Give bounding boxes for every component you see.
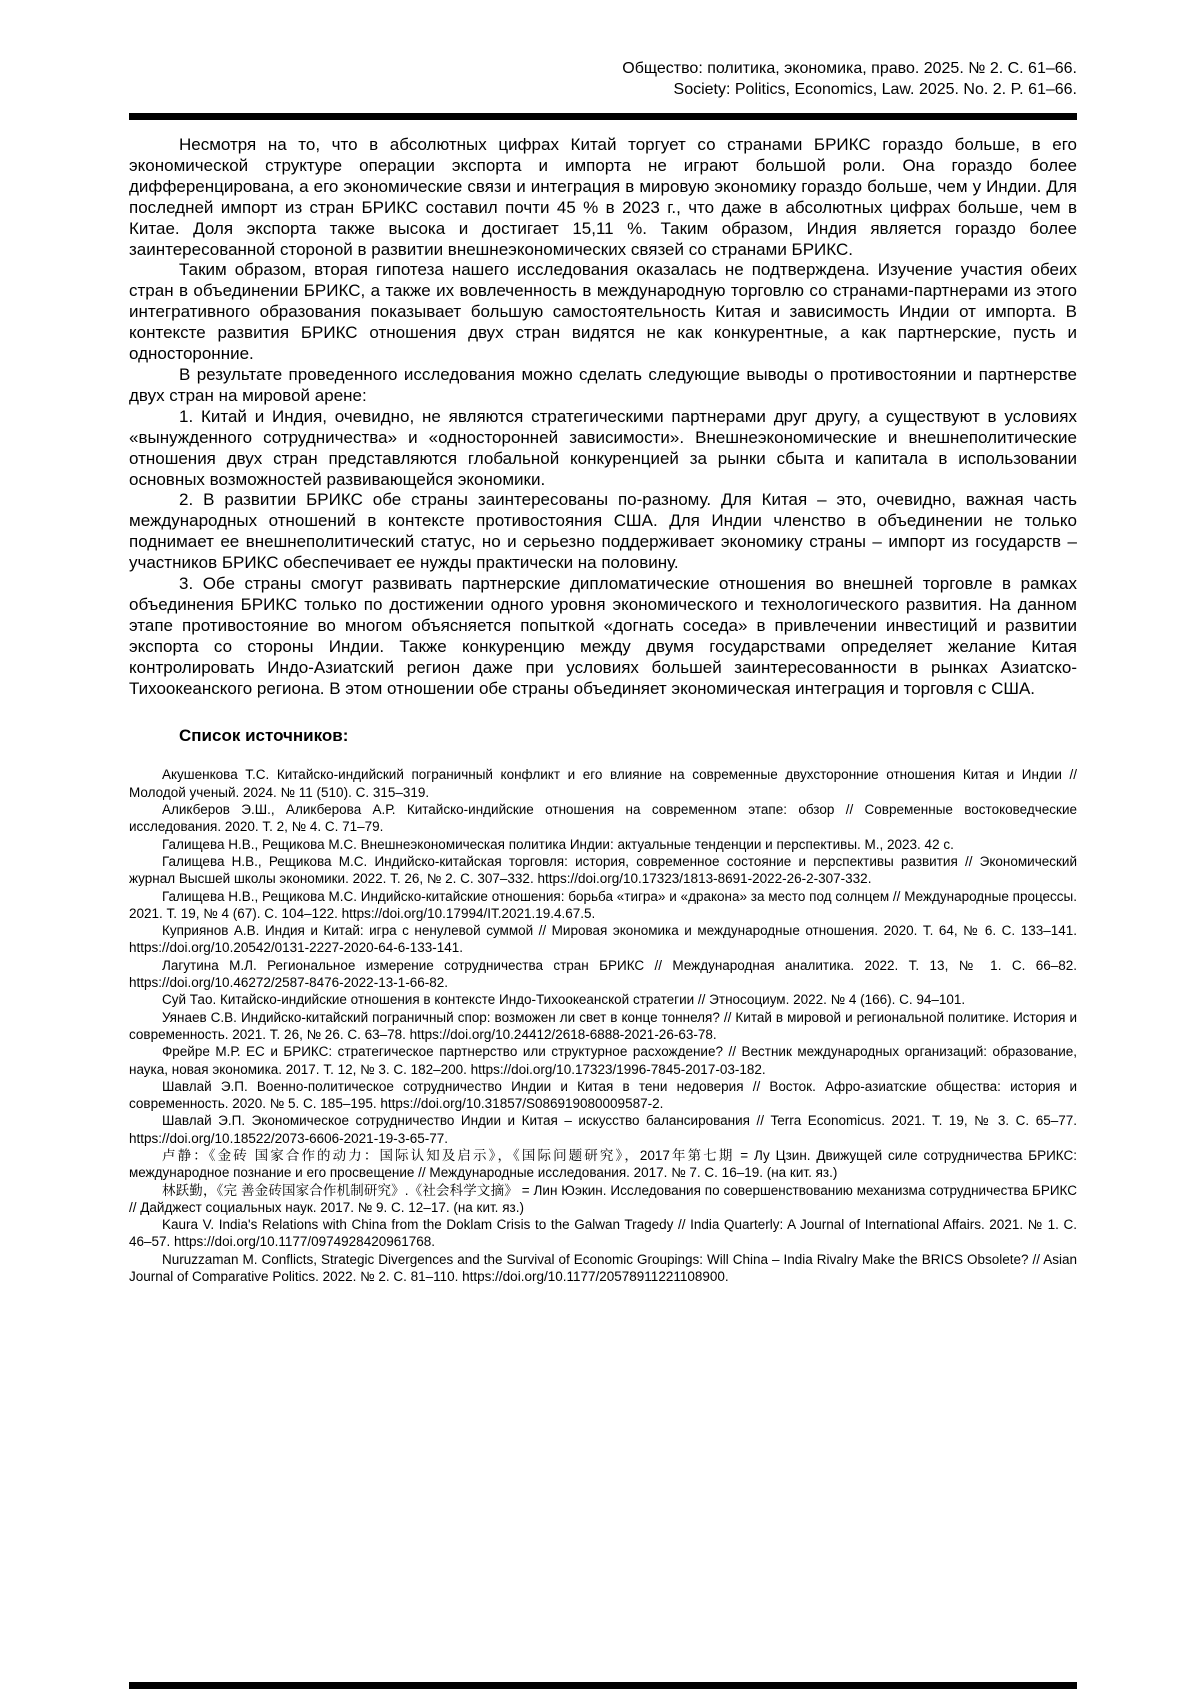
- reference-item: Аликберов Э.Ш., Аликберова А.Р. Китайско-индийские отношения на современном этапе: обзор // Современные востоковедческие исследования. 2020. Т. 2, № 4. С. 71–79.: [129, 802, 1077, 835]
- reference-item: Kaura V. India's Relations with China from the Doklam Crisis to the Galwan Tragedy // India Quarterly: A Journal of International Affairs. 2021. № 1. C. 46–57. https://doi.org/10.1177/0974928420961768.: [129, 1217, 1077, 1250]
- reference-item: Суй Тао. Китайско-индийские отношения в контексте Индо-Тихоокеанской стратегии // Этносоциум. 2022. № 4 (166). С. 94–101.: [162, 992, 966, 1008]
- reference-item: Галищева Н.В., Рещикова М.С. Индийско-китайская торговля: история, современное состояние и перспективы развития // Экономический журнал Высшей школы экономики. 2022. Т. 26, № 2. С. 307–332. https://doi.org/10.17323/1813-8691-2022-26-2-307-332.: [129, 853, 1077, 887]
- body-paragraph-conclusion-1: 1. Китай и Индия, очевидно, не являются стратегическими партнерами друг другу, а существуют в условиях «вынужденного сотрудничества» и «односторонней зависимости». Внешнеэкономические и внешнеполитические отношения двух стран представляются глобальной конкуренцией за рынки сбыта и капитала в использовании основных возможностей развивающейся экономики.: [129, 406, 1077, 489]
- reference-item: Nuruzzaman M. Conflicts, Strategic Divergences and the Survival of Economic Groupings: Will China – India Rivalry Make the BRICS Obsolete? // Asian Journal of Comparative Politics. 2022. № 2. С. 81–110. https://doi.org/10.1177/20578911221108900.: [129, 1251, 1077, 1285]
- body-paragraph: Таким образом, вторая гипотеза нашего исследования оказалась не подтверждена. Изучение участия обеих стран в объединении БРИКС, а также их вовлеченность в международную торговлю со странами-партнерами из этого интегративного образования показывает большую самостоятельность Китая и зависимость Индии от импорта. В контексте развития БРИКС отношения двух стран видятся не как конкурентные, а как партнерские, пусть и односторонние.: [129, 260, 1077, 364]
- reference-item: Лагутина М.Л. Региональное измерение сотрудничества стран БРИКС // Международная аналитика. 2022. Т. 13, № 1. С. 66–82. https://doi.org/10.46272/2587-8476-2022-13-1-66-82.: [129, 957, 1077, 991]
- reference-item: Шавлай Э.П. Экономическое сотрудничество Индии и Китая – искусство балансирования // Terra Economicus. 2021. Т. 19, № 3. С. 65–77. https://doi.org/10.18522/2073-6606-2021-19-3-65-77.: [129, 1113, 1077, 1146]
- journal-citation-ru: Общество: политика, экономика, право. 2025. № 2. С. 61–66.: [622, 60, 1077, 77]
- reference-item: Уянаев С.В. Индийско-китайский пограничный спор: возможен ли свет в конце тоннеля? // Китай в мировой и региональной политике. История и современность. 2021. Т. 26, № 26. С. 63–78. https://doi.org/10.24412/2618-6888-2021-26-63-78.: [129, 1009, 1077, 1042]
- reference-item: 卢静：《金砖 国家合作的动力：国际认知及启示》，《国际问题研究》，2017年第七期 = Лу Цзин. Движущей силе сотрудничества БРИКС: международное познание и его просвещение // Международные исследования. 2017. № 7. С. 16–19. (на кит. яз.): [129, 1148, 1077, 1181]
- body-paragraph: В результате проведенного исследования можно сделать следующие выводы о противостоянии и партнерстве двух стран на мировой арене:: [129, 364, 1077, 405]
- reference-item: Фрейре М.Р. ЕС и БРИКС: стратегическое партнерство или структурное расхождение? // Вестник международных организаций: образование, наука, новая экономика. 2017. Т. 12, № 3. С. 182–200. https://doi.org/10.17323/1996-7845-2017-03-182.: [129, 1044, 1077, 1077]
- reference-item: Куприянов А.В. Индия и Китай: игра с ненулевой суммой // Мировая экономика и международные отношения. 2020. Т. 64, № 6. С. 133–141. https://doi.org/10.20542/0131-2227-2020-64-6-133-141.: [129, 923, 1077, 956]
- references-list: [129, 766, 1077, 1285]
- top-divider-bar: [129, 113, 1077, 120]
- body-paragraph-conclusion-3: 3. Обе страны смогут развивать партнерские дипломатические отношения во внешней торговле в рамках объединения БРИКС только по достижении одного уровня экономического и технологического развития. На данном этапе противостояние во многом объясняется попыткой «догнать соседа» в привлечении инвестиций и развитии экспорта со стороны Индии. Также конкуренцию между двумя государствами определяет желание Китая контролировать Индо-Азиатский регион даже при условиях большей заинтересованности в рынках Азиатско-Тихоокеанского региона. В этом отношении обе страны объединяет экономическая интеграция и торговля с США.: [129, 574, 1077, 698]
- sources-heading: Список источников:: [179, 726, 349, 746]
- body-paragraph-conclusion-2: 2. В развитии БРИКС обе страны заинтересованы по-разному. Для Китая – это, очевидно, важная часть международных отношений в контексте противостояния США. Для Индии членство в объединении не только поднимает ее внешнеполитический статус, но и серьезно поддерживает экономику страны – импорт из государств – участников БРИКС обеспечивает ее нужды практически на половину.: [129, 490, 1077, 573]
- body-paragraph: Несмотря на то, что в абсолютных цифрах Китай торгует со странами БРИКС гораздо больше, в его экономической структуре операции экспорта и импорта не играют большой роли. Она гораздо более дифференцирована, а его экономические связи и интеграция в мировую экономику гораздо больше, чем у Индии. Для последней импорт из стран БРИКС составил почти 45 % в 2023 г., что даже в абсолютных цифрах больше, чем в Китае. Доля экспорта также высока и достигает 15,11 %. Таким образом, Индия является гораздо более заинтересованной стороной в развитии внешнеэкономических связей со странами БРИКС.: [129, 135, 1077, 259]
- running-head: [129, 58, 1077, 100]
- reference-item: Галищева Н.В., Рещикова М.С. Внешнеэкономическая политика Индии: актуальные тенденции и перспективы. М., 2023. 42 с.: [162, 836, 954, 852]
- journal-citation-en: Society: Politics, Economics, Law. 2025. No. 2. P. 61–66.: [673, 81, 1077, 98]
- bottom-divider-bar: [129, 1682, 1077, 1689]
- article-body: [129, 135, 1077, 699]
- reference-item: Шавлай Э.П. Военно-политическое сотрудничество Индии и Китая в тени недоверия // Восток. Афро-азиатские общества: история и современность. 2020. № 5. С. 185–195. https://doi.org/10.31857/S086919080009587-2.: [129, 1078, 1077, 1112]
- reference-item: Галищева Н.В., Рещикова М.С. Индийско-китайские отношения: борьба «тигра» и «дракона» за место под солнцем // Международные процессы. 2021. Т. 19, № 4 (67). С. 104–122. https://doi.org/10.17994/IT.2021.19.4.67.5.: [129, 888, 1077, 921]
- reference-item: Акушенкова Т.С. Китайско-индийский пограничный конфликт и его влияние на современные двухсторонние отношения Китая и Индии // Молодой ученый. 2024. № 11 (510). С. 315–319.: [129, 767, 1077, 800]
- reference-item: 林跃勤，《完 善金砖国家合作机制研究》.《社会科学文摘》 = Лин Юэкин. Исследования по совершенствованию механизма сотрудничества БРИКС // Дайджест социальных наук. 2017. № 9. С. 12–17. (на кит. яз.): [129, 1182, 1077, 1215]
